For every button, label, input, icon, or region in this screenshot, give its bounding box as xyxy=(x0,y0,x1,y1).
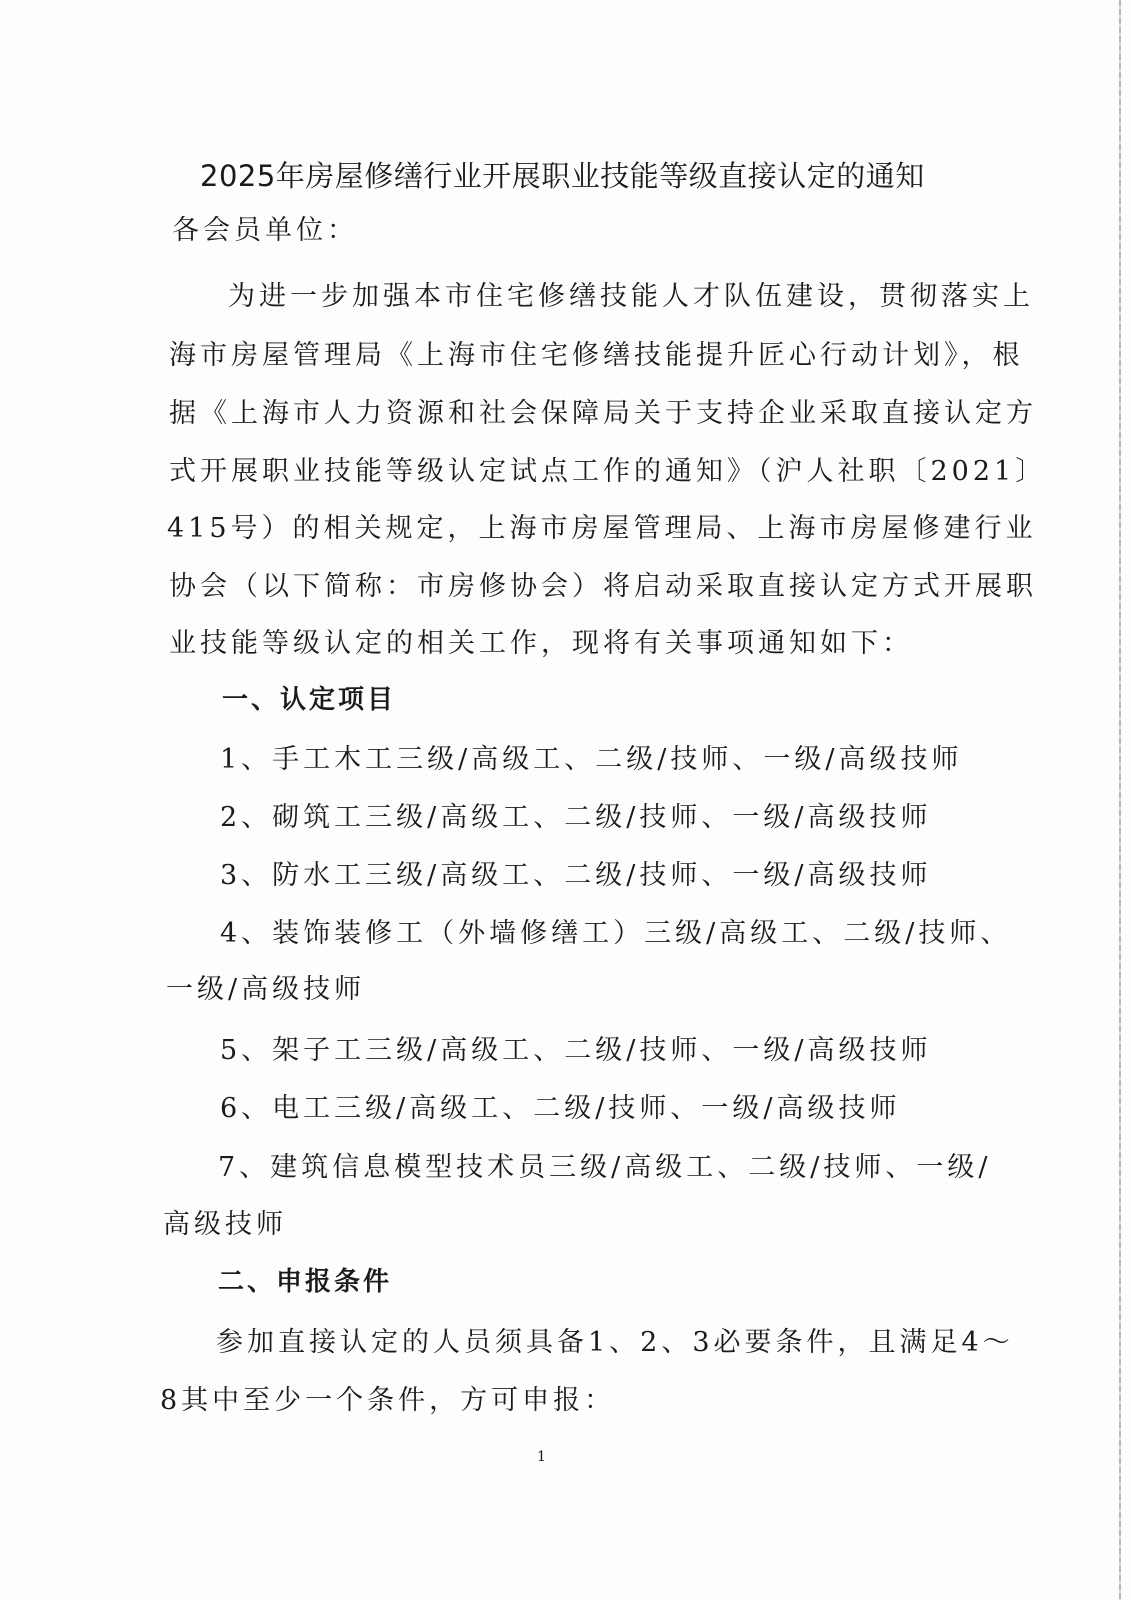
document-title: 2025年房屋修缮行业开展职业技能等级直接认定的通知 xyxy=(200,159,925,193)
list-item: 高级技师 xyxy=(163,1209,287,1240)
scan-edge-divider xyxy=(1119,0,1121,1600)
section-heading-conditions: 二、申报条件 xyxy=(218,1267,393,1297)
list-item: 7、建筑信息模型技术员三级/高级工、二级/技师、一级/ xyxy=(218,1152,992,1183)
list-item: 6、电工三级/高级工、二级/技师、一级/高级技师 xyxy=(220,1093,901,1124)
list-item: 2、砌筑工三级/高级工、二级/技师、一级/高级技师 xyxy=(220,802,932,833)
list-item: 1、手工木工三级/高级工、二级/技师、一级/高级技师 xyxy=(220,744,963,775)
conditions-line: 参加直接认定的人员须具备1、2、3必要条件，且满足4～ xyxy=(216,1327,1014,1358)
section-heading-items: 一、认定项目 xyxy=(222,685,397,715)
list-item: 3、防水工三级/高级工、二级/技师、一级/高级技师 xyxy=(220,860,932,891)
list-item: 5、架子工三级/高级工、二级/技师、一级/高级技师 xyxy=(220,1035,932,1066)
list-item: 4、装饰装修工（外墙修缮工）三级/高级工、二级/技师、 xyxy=(220,918,1012,949)
intro-line: 海市房屋管理局《上海市住宅修缮技能提升匠心行动计划》，根 xyxy=(169,340,1024,371)
intro-line: 协会（以下简称：市房修协会）将启动采取直接认定方式开展职 xyxy=(169,571,1037,602)
salutation: 各会员单位： xyxy=(172,215,358,246)
intro-line: 业技能等级认定的相关工作，现将有关事项通知如下： xyxy=(169,628,913,659)
list-item: 一级/高级技师 xyxy=(166,974,366,1005)
intro-line: 式开展职业技能等级认定试点工作的通知》（沪人社职〔2021〕 xyxy=(169,456,1047,487)
page-number: 1 xyxy=(537,1449,546,1465)
conditions-line: 8其中至少一个条件，方可申报： xyxy=(160,1385,616,1416)
intro-line: 据《上海市人力资源和社会保障局关于支持企业采取直接认定方 xyxy=(169,398,1037,429)
intro-line: 415号）的相关规定，上海市房屋管理局、上海市房屋修建行业 xyxy=(167,513,1037,544)
intro-line: 为进一步加强本市住宅修缮技能人才队伍建设，贯彻落实上 xyxy=(228,281,1034,312)
